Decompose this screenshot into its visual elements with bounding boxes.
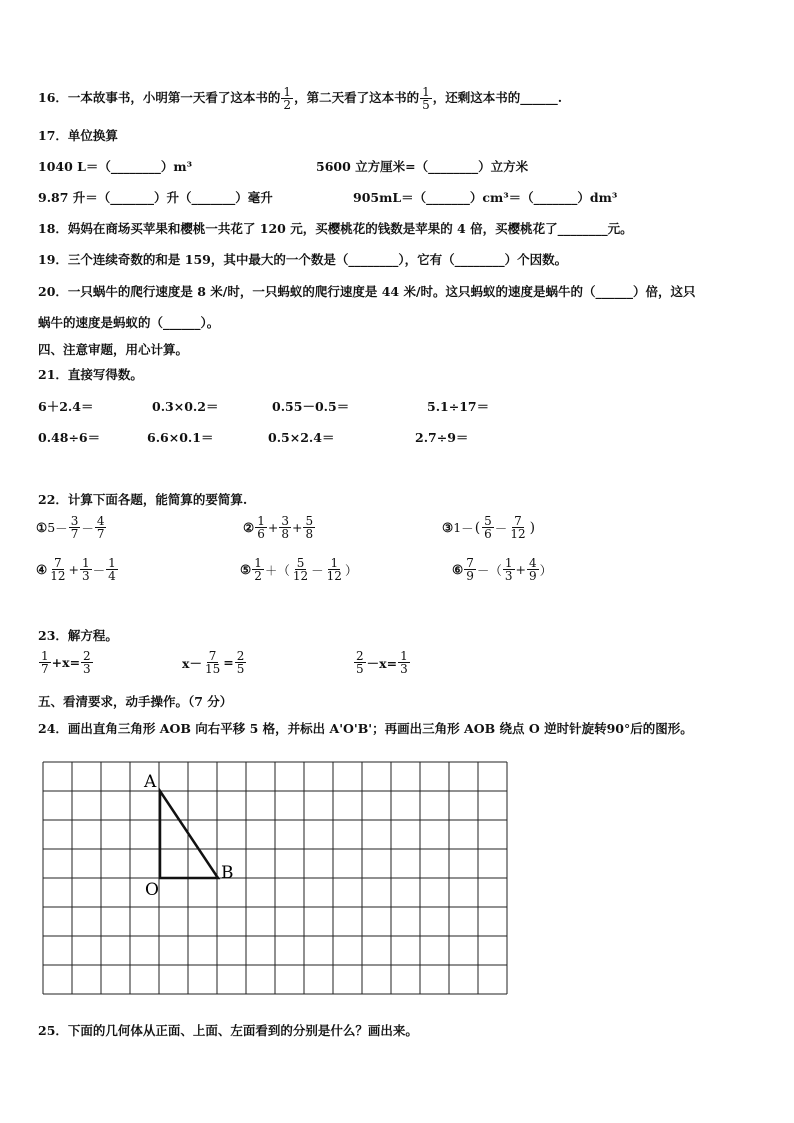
q17-row1-left: 1040 L＝（________）m³ <box>38 159 193 174</box>
q22-p6-frac-1: $\frac{7}{9}$ <box>466 556 474 584</box>
q23-e3-frac-1: $\frac{2}{5}$ <box>356 649 364 677</box>
q22-title: 22．计算下面各题，能简算的要简算. <box>38 492 248 507</box>
q21-item-2: 0.3×0.2＝ <box>152 399 219 414</box>
section-4-heading: 四、注意审题，用心计算。 <box>38 342 189 357</box>
q17-title: 17．单位换算 <box>38 128 118 143</box>
q16-number: 16． <box>38 90 68 106</box>
q22-p3-frac-2: $\frac{7}{12}$ <box>510 514 526 542</box>
triangle-aob <box>160 791 218 878</box>
q22-p6-frac-3: $\frac{4}{9}$ <box>529 556 537 584</box>
label-a: A <box>144 772 157 792</box>
q22-p2-frac-1: $\frac{1}{6}$ <box>257 514 265 542</box>
q22-mark-2: ② <box>243 520 255 536</box>
q22-p4-frac-1: $\frac{7}{12}$ <box>50 556 66 584</box>
label-b: B <box>221 863 234 883</box>
q21-item-1: 6＋2.4＝ <box>38 399 94 414</box>
q16-answer-blank: ______ <box>520 90 558 106</box>
q16-text-2: ，第二天看了这本书的 <box>294 90 420 106</box>
q22-problem-2: ② $\frac{1}{6}$ + $\frac{3}{8}$ + $\frac{5}{8}$ <box>243 514 314 542</box>
q21-item-8: 2.7÷9＝ <box>415 430 469 445</box>
q21-item-4: 5.1÷17＝ <box>427 399 490 414</box>
q21-title: 21．直接写得数。 <box>38 367 143 382</box>
q22-p2-frac-2: $\frac{3}{8}$ <box>281 514 289 542</box>
q22-mark-3: ③ <box>442 520 454 536</box>
question-25: 25．下面的几何体从正面、上面、左面看到的分别是什么？画出来。 <box>38 1023 418 1038</box>
q22-p2-frac-3: $\frac{5}{8}$ <box>305 514 314 542</box>
q21-item-6: 6.6×0.1＝ <box>147 430 214 445</box>
q22-p3-frac-1: $\frac{5}{6}$ <box>484 514 492 542</box>
q24-grid-figure <box>40 758 512 998</box>
q22-p5-frac-1: $\frac{1}{2}$ <box>254 556 262 584</box>
q21-item-7: 0.5×2.4＝ <box>268 430 335 445</box>
q17-row1-right: 5600 立方厘米=（________）立方米 <box>316 159 529 174</box>
q22-problem-6: ⑥ $\frac{7}{9}$ －（ $\frac{1}{3}$ + $\frac{4}{9}$ ） <box>452 556 553 584</box>
q21-item-3: 0.55－0.5＝ <box>272 399 350 414</box>
q23-e1-frac-1: $\frac{1}{7}$ <box>41 649 49 677</box>
section-5-heading: 五、看清要求，动手操作。（7 分） <box>38 694 233 709</box>
q23-equation-1: $\frac{1}{7}$ +x= $\frac{2}{3}$ <box>41 649 91 677</box>
question-18: 18．妈妈在商场买苹果和樱桃一共花了 120 元，买樱桃花的钱数是苹果的 4 倍，买樱桃花了________元。 <box>38 221 633 236</box>
q23-e2-frac-2: $\frac{2}{5}$ <box>236 649 245 677</box>
q23-e3-frac-2: $\frac{1}{3}$ <box>400 649 408 677</box>
q17-row2-left: 9.87 升＝（_______）升（_______）毫升 <box>38 190 273 205</box>
q16-fraction-1: $\frac{1}{2}$ <box>283 85 292 113</box>
q22-p1-frac-2: $\frac{4}{7}$ <box>96 514 105 542</box>
q16-text-1: 一本故事书，小明第一天看了这本书的 <box>67 90 281 106</box>
q22-problem-5: ⑤ $\frac{1}{2}$ ＋（ $\frac{5}{12}$ － $\frac{1}{12}$ ） <box>240 556 358 584</box>
q22-mark-4: ④ <box>36 562 48 578</box>
q22-p5-frac-3: $\frac{1}{12}$ <box>326 556 342 584</box>
question-16 <box>38 86 562 111</box>
q22-mark-6: ⑥ <box>452 562 464 578</box>
q21-item-5: 0.48÷6＝ <box>38 430 101 445</box>
question-19: 19．三个连续奇数的和是 159，其中最大的一个数是（________），它有（________）个因数。 <box>38 252 568 267</box>
question-20-line1: 20．一只蜗牛的爬行速度是 8 米/时，一只蚂蚁的爬行速度是 44 米/时。这只蚂蚁的速度是蜗牛的（______）倍，这只 <box>38 284 696 299</box>
q22-p4-frac-2: $\frac{1}{3}$ <box>81 556 90 584</box>
q23-equation-2: x－ $\frac{7}{15}$ = $\frac{2}{5}$ <box>182 649 245 677</box>
q17-row2-right: 905mL＝（_______）cm³＝（_______）dm³ <box>353 190 618 205</box>
q22-p5-frac-2: $\frac{5}{12}$ <box>292 556 309 584</box>
grid-lines <box>43 762 507 994</box>
q23-equation-3: $\frac{2}{5}$ －x= $\frac{1}{3}$ <box>356 649 408 677</box>
q16-end: . <box>557 90 563 106</box>
question-20-line2: 蜗牛的速度是蚂蚁的（______）。 <box>38 315 220 330</box>
q23-e2-frac-1: $\frac{7}{15}$ <box>204 649 221 677</box>
q16-text-3: ，还剩这本书的 <box>432 90 521 106</box>
q22-p1-frac-1: $\frac{3}{7}$ <box>70 514 79 542</box>
q23-e1-frac-2: $\frac{2}{3}$ <box>83 649 91 677</box>
q22-problem-1: ①5－ $\frac{3}{7}$ － $\frac{4}{7}$ <box>36 514 105 542</box>
q22-problem-3: ③1－( $\frac{5}{6}$ － $\frac{7}{12}$ ) <box>442 514 536 542</box>
q22-mark-1: ① <box>36 520 48 536</box>
question-24: 24．画出直角三角形 AOB 向右平移 5 格，并标出 A'O'B'；再画出三角形 AOB 绕点 O 逆时针旋转90°后的图形。 <box>38 721 693 736</box>
q16-fraction-2: $\frac{1}{5}$ <box>422 85 430 113</box>
q22-p4-frac-3: $\frac{1}{4}$ <box>108 556 116 584</box>
label-o: O <box>145 880 159 900</box>
q22-problem-4: ④ $\frac{7}{12}$ + $\frac{1}{3}$ － $\frac{1}{4}$ <box>36 556 116 584</box>
q22-mark-5: ⑤ <box>240 562 252 578</box>
q22-p6-frac-2: $\frac{1}{3}$ <box>504 556 513 584</box>
q23-title: 23．解方程。 <box>38 628 118 643</box>
